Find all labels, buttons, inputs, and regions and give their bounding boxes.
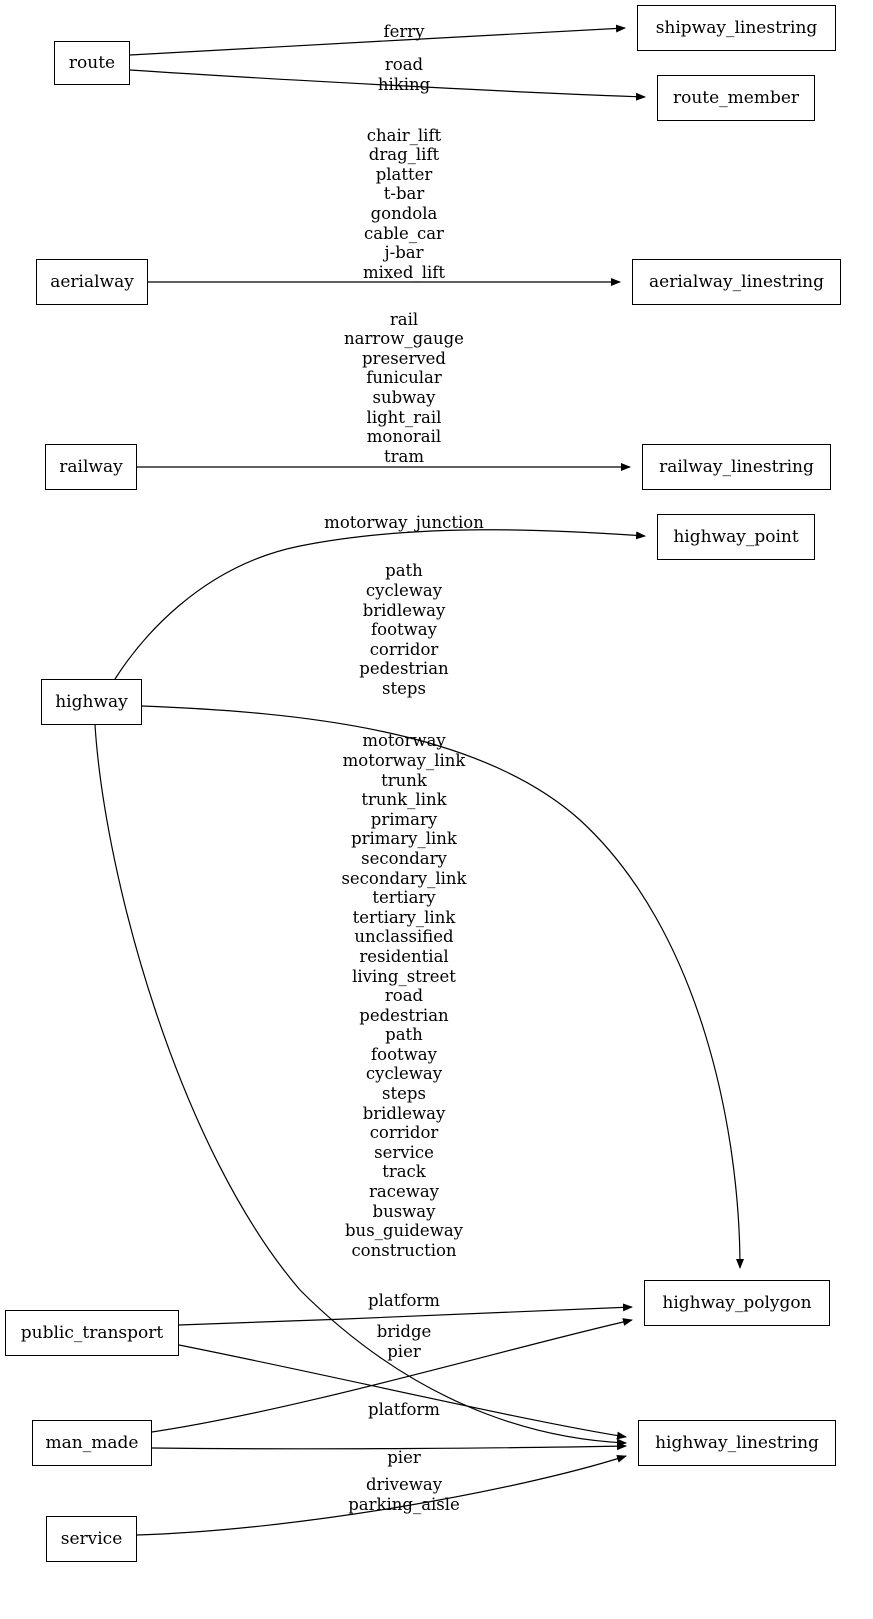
edge-label-line: road — [384, 55, 424, 75]
edge-label-line: parking_aisle — [348, 1494, 460, 1514]
node-highway[interactable]: highway — [41, 679, 142, 725]
edge-label-line: corridor — [369, 1123, 439, 1143]
node-highway_linestring[interactable]: highway_linestring — [638, 1420, 836, 1466]
edge-label-line: path — [385, 1025, 423, 1045]
edge-label-line: corridor — [369, 639, 439, 659]
edge-label-line: trunk_link — [361, 790, 447, 810]
edge-label-highway-polygon-types — [0, 561, 841, 698]
edge-label-railway-types — [0, 310, 841, 467]
node-highway_point[interactable]: highway_point — [657, 514, 815, 560]
node-shipway_linestring[interactable]: shipway_linestring — [637, 5, 836, 51]
edge-label-line: unclassified — [354, 927, 454, 947]
edge-label-line: steps — [382, 1084, 426, 1104]
edge-label-line: service — [374, 1142, 434, 1162]
edge-label-line: platter — [375, 164, 433, 184]
edge-label-public-transport-platform-linestring — [0, 1400, 841, 1420]
node-highway_polygon[interactable]: highway_polygon — [644, 1280, 830, 1326]
edge-label-line: primary — [370, 809, 438, 829]
edge-label-line: subway — [372, 387, 436, 407]
edge-label-line: residential — [359, 946, 449, 966]
node-railway[interactable]: railway — [45, 444, 137, 490]
edge-label-man-made-pier — [0, 1448, 841, 1468]
edge-label-line: pier — [387, 1341, 421, 1361]
node-aerialway[interactable]: aerialway — [36, 259, 148, 305]
edge-label-line: monorail — [366, 427, 442, 447]
edge-label-line: steps — [382, 678, 426, 698]
edge-label-man-made-bridge-pier — [0, 1322, 841, 1361]
edge-label-line: driveway — [365, 1475, 443, 1495]
edge-label-line: bridleway — [362, 1103, 446, 1123]
edge-label-line: primary_link — [351, 829, 457, 849]
edge-label-line: footway — [371, 620, 437, 640]
edge-label-line: cycleway — [365, 1064, 443, 1084]
edge-label-line: living_street — [352, 966, 456, 986]
edge-label-line: footway — [371, 1044, 437, 1064]
edge-label-line: secondary_link — [341, 868, 467, 888]
edge-label-line: rail — [389, 309, 419, 329]
node-aerialway_linestring[interactable]: aerialway_linestring — [632, 259, 841, 305]
edge-label-line: path — [385, 561, 423, 581]
edge-label-line: chair_lift — [366, 125, 442, 145]
edge-label-line: raceway — [368, 1182, 439, 1202]
edge-label-line: preserved — [362, 348, 446, 368]
edge-label-line: bridleway — [362, 600, 446, 620]
edge-label-line: tertiary_link — [352, 907, 456, 927]
edge-label-line: pedestrian — [359, 659, 449, 679]
edge-label-line: road — [384, 986, 424, 1006]
node-service[interactable]: service — [46, 1516, 137, 1562]
edge-label-line: cable_car — [364, 223, 444, 243]
edge-label-line: pier — [387, 1448, 421, 1468]
edge-label-line: bus_guideway — [345, 1221, 463, 1241]
edge-label-line: t-bar — [383, 184, 425, 204]
edge-label-highway-point — [0, 513, 841, 533]
edge-label-line: construction — [351, 1240, 457, 1260]
node-route[interactable]: route — [54, 41, 130, 85]
edge-label-route-road-hiking — [0, 55, 841, 94]
edge-label-line: trunk — [381, 770, 427, 790]
edge-label-line: track — [382, 1162, 426, 1182]
edge-label-line: platform — [368, 1400, 440, 1420]
edge-label-line: motorway_link — [342, 750, 466, 770]
edge-label-line: mixed_lift — [362, 262, 446, 282]
edge-label-route-ferry — [0, 22, 841, 42]
edge-label-public-transport-platform-polygon — [0, 1291, 841, 1311]
node-public_transport[interactable]: public_transport — [5, 1310, 179, 1356]
edge-label-line: funicular — [366, 368, 442, 388]
edge-label-line: bridge — [376, 1322, 432, 1342]
edge-label-line: hiking — [377, 74, 431, 94]
edge-label-line: ferry — [383, 22, 425, 42]
node-route_member[interactable]: route_member — [657, 75, 815, 121]
node-man_made[interactable]: man_made — [32, 1420, 152, 1466]
edge-label-line: motorway_junction — [324, 513, 484, 533]
edge-label-line: busway — [372, 1201, 436, 1221]
edge-label-aerialway-types — [0, 126, 841, 283]
edge-label-line: secondary — [361, 848, 447, 868]
edge-label-line: j-bar — [384, 243, 424, 263]
edge-label-line: gondola — [370, 203, 438, 223]
edge-label-line: tertiary — [372, 888, 436, 908]
edge-label-service-types — [0, 1475, 841, 1514]
edge-label-line: pedestrian — [359, 1005, 449, 1025]
edge-label-line: narrow_gauge — [344, 329, 464, 349]
edge-label-line: light_rail — [366, 407, 442, 427]
node-railway_linestring[interactable]: railway_linestring — [642, 444, 831, 490]
edge-label-line: platform — [368, 1291, 440, 1311]
edge-label-line: tram — [383, 446, 424, 466]
edge-label-line: drag_lift — [368, 145, 440, 165]
edge-label-line: motorway — [362, 731, 446, 751]
edge-label-line: cycleway — [365, 580, 443, 600]
edge-label-highway-linestring-types — [0, 731, 841, 1260]
